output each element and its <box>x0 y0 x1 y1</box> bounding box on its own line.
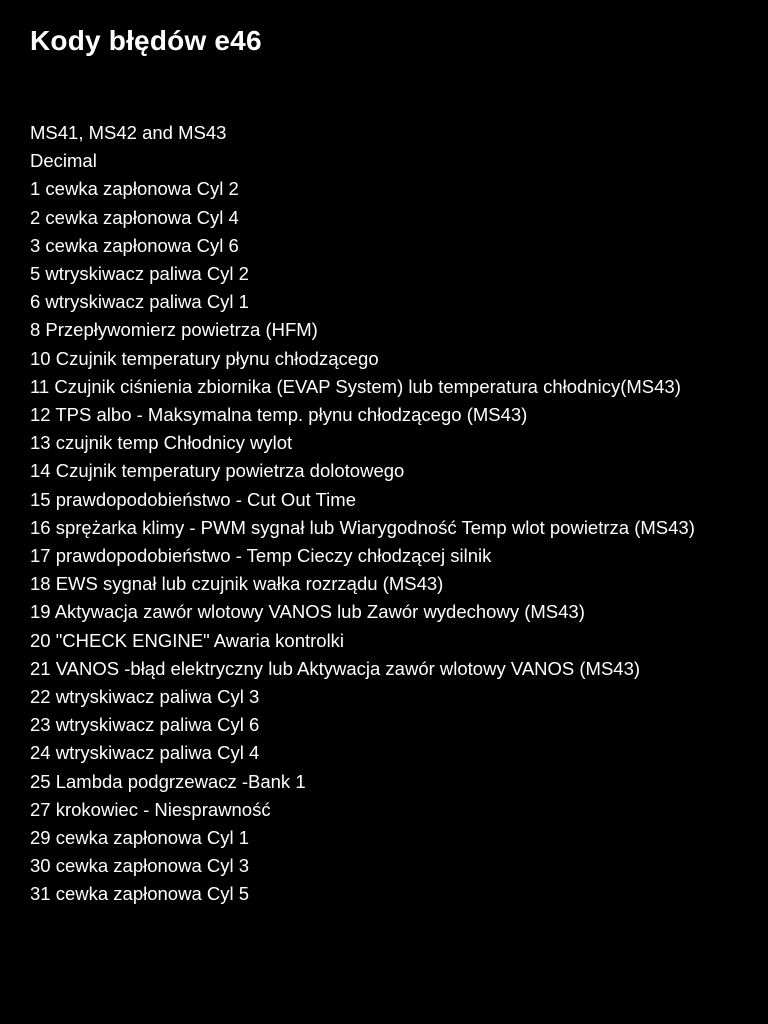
note-line[interactable]: 13 czujnik temp Chłodnicy wylot <box>30 432 293 454</box>
note-body[interactable] <box>30 119 745 909</box>
note-line[interactable]: 16 sprężarka klimy - PWM sygnał lub Wiarygodność Temp wlot powietrza (MS43) <box>30 516 695 538</box>
note-title[interactable]: Kody błędów e46 <box>30 25 262 56</box>
note-line[interactable]: Decimal <box>30 150 97 172</box>
note-line[interactable]: 22 wtryskiwacz paliwa Cyl 3 <box>30 686 260 708</box>
note-line[interactable]: 21 VANOS -błąd elektryczny lub Aktywacja zawór wlotowy VANOS (MS43) <box>30 657 641 679</box>
note-line[interactable]: 31 cewka zapłonowa Cyl 5 <box>30 883 250 905</box>
note-line[interactable]: 5 wtryskiwacz paliwa Cyl 2 <box>30 263 249 285</box>
note-line[interactable]: 1 cewka zapłonowa Cyl 2 <box>30 178 239 200</box>
note-editor[interactable] <box>30 0 745 909</box>
note-line[interactable]: 25 Lambda podgrzewacz -Bank 1 <box>30 770 306 792</box>
note-line[interactable]: 3 cewka zapłonowa Cyl 6 <box>30 234 239 256</box>
note-line[interactable]: 18 EWS sygnał lub czujnik wałka rozrządu (MS43) <box>30 573 444 595</box>
note-line[interactable]: 8 Przepływomierz powietrza (HFM) <box>30 319 318 341</box>
note-line[interactable]: 29 cewka zapłonowa Cyl 1 <box>30 827 250 849</box>
note-line[interactable]: 19 Aktywacja zawór wlotowy VANOS lub Zawór wydechowy (MS43) <box>30 601 585 623</box>
note-line[interactable]: 15 prawdopodobieństwo - Cut Out Time <box>30 488 356 510</box>
note-line[interactable]: 10 Czujnik temperatury płynu chłodzącego <box>30 347 379 369</box>
note-line[interactable]: 24 wtryskiwacz paliwa Cyl 4 <box>30 742 260 764</box>
note-line[interactable]: 17 prawdopodobieństwo - Temp Cieczy chłodzącej silnik <box>30 545 492 567</box>
note-line[interactable]: 11 Czujnik ciśnienia zbiornika (EVAP System) lub temperatura chłodnicy(MS43) <box>30 375 681 397</box>
note-line[interactable]: 6 wtryskiwacz paliwa Cyl 1 <box>30 291 249 313</box>
note-line[interactable]: 23 wtryskiwacz paliwa Cyl 6 <box>30 714 260 736</box>
note-line[interactable]: 12 TPS albo - Maksymalna temp. płynu chłodzącego (MS43) <box>30 404 528 426</box>
note-line[interactable]: MS41, MS42 and MS43 <box>30 122 227 143</box>
note-line[interactable]: 30 cewka zapłonowa Cyl 3 <box>30 855 250 877</box>
note-line[interactable]: 20 "CHECK ENGINE" Awaria kontrolki <box>30 629 345 651</box>
note-line[interactable]: 27 krokowiec - Niesprawność <box>30 798 271 820</box>
note-line[interactable]: 14 Czujnik temperatury powietrza dolotowego <box>30 460 405 482</box>
note-line[interactable]: 2 cewka zapłonowa Cyl 4 <box>30 206 239 228</box>
